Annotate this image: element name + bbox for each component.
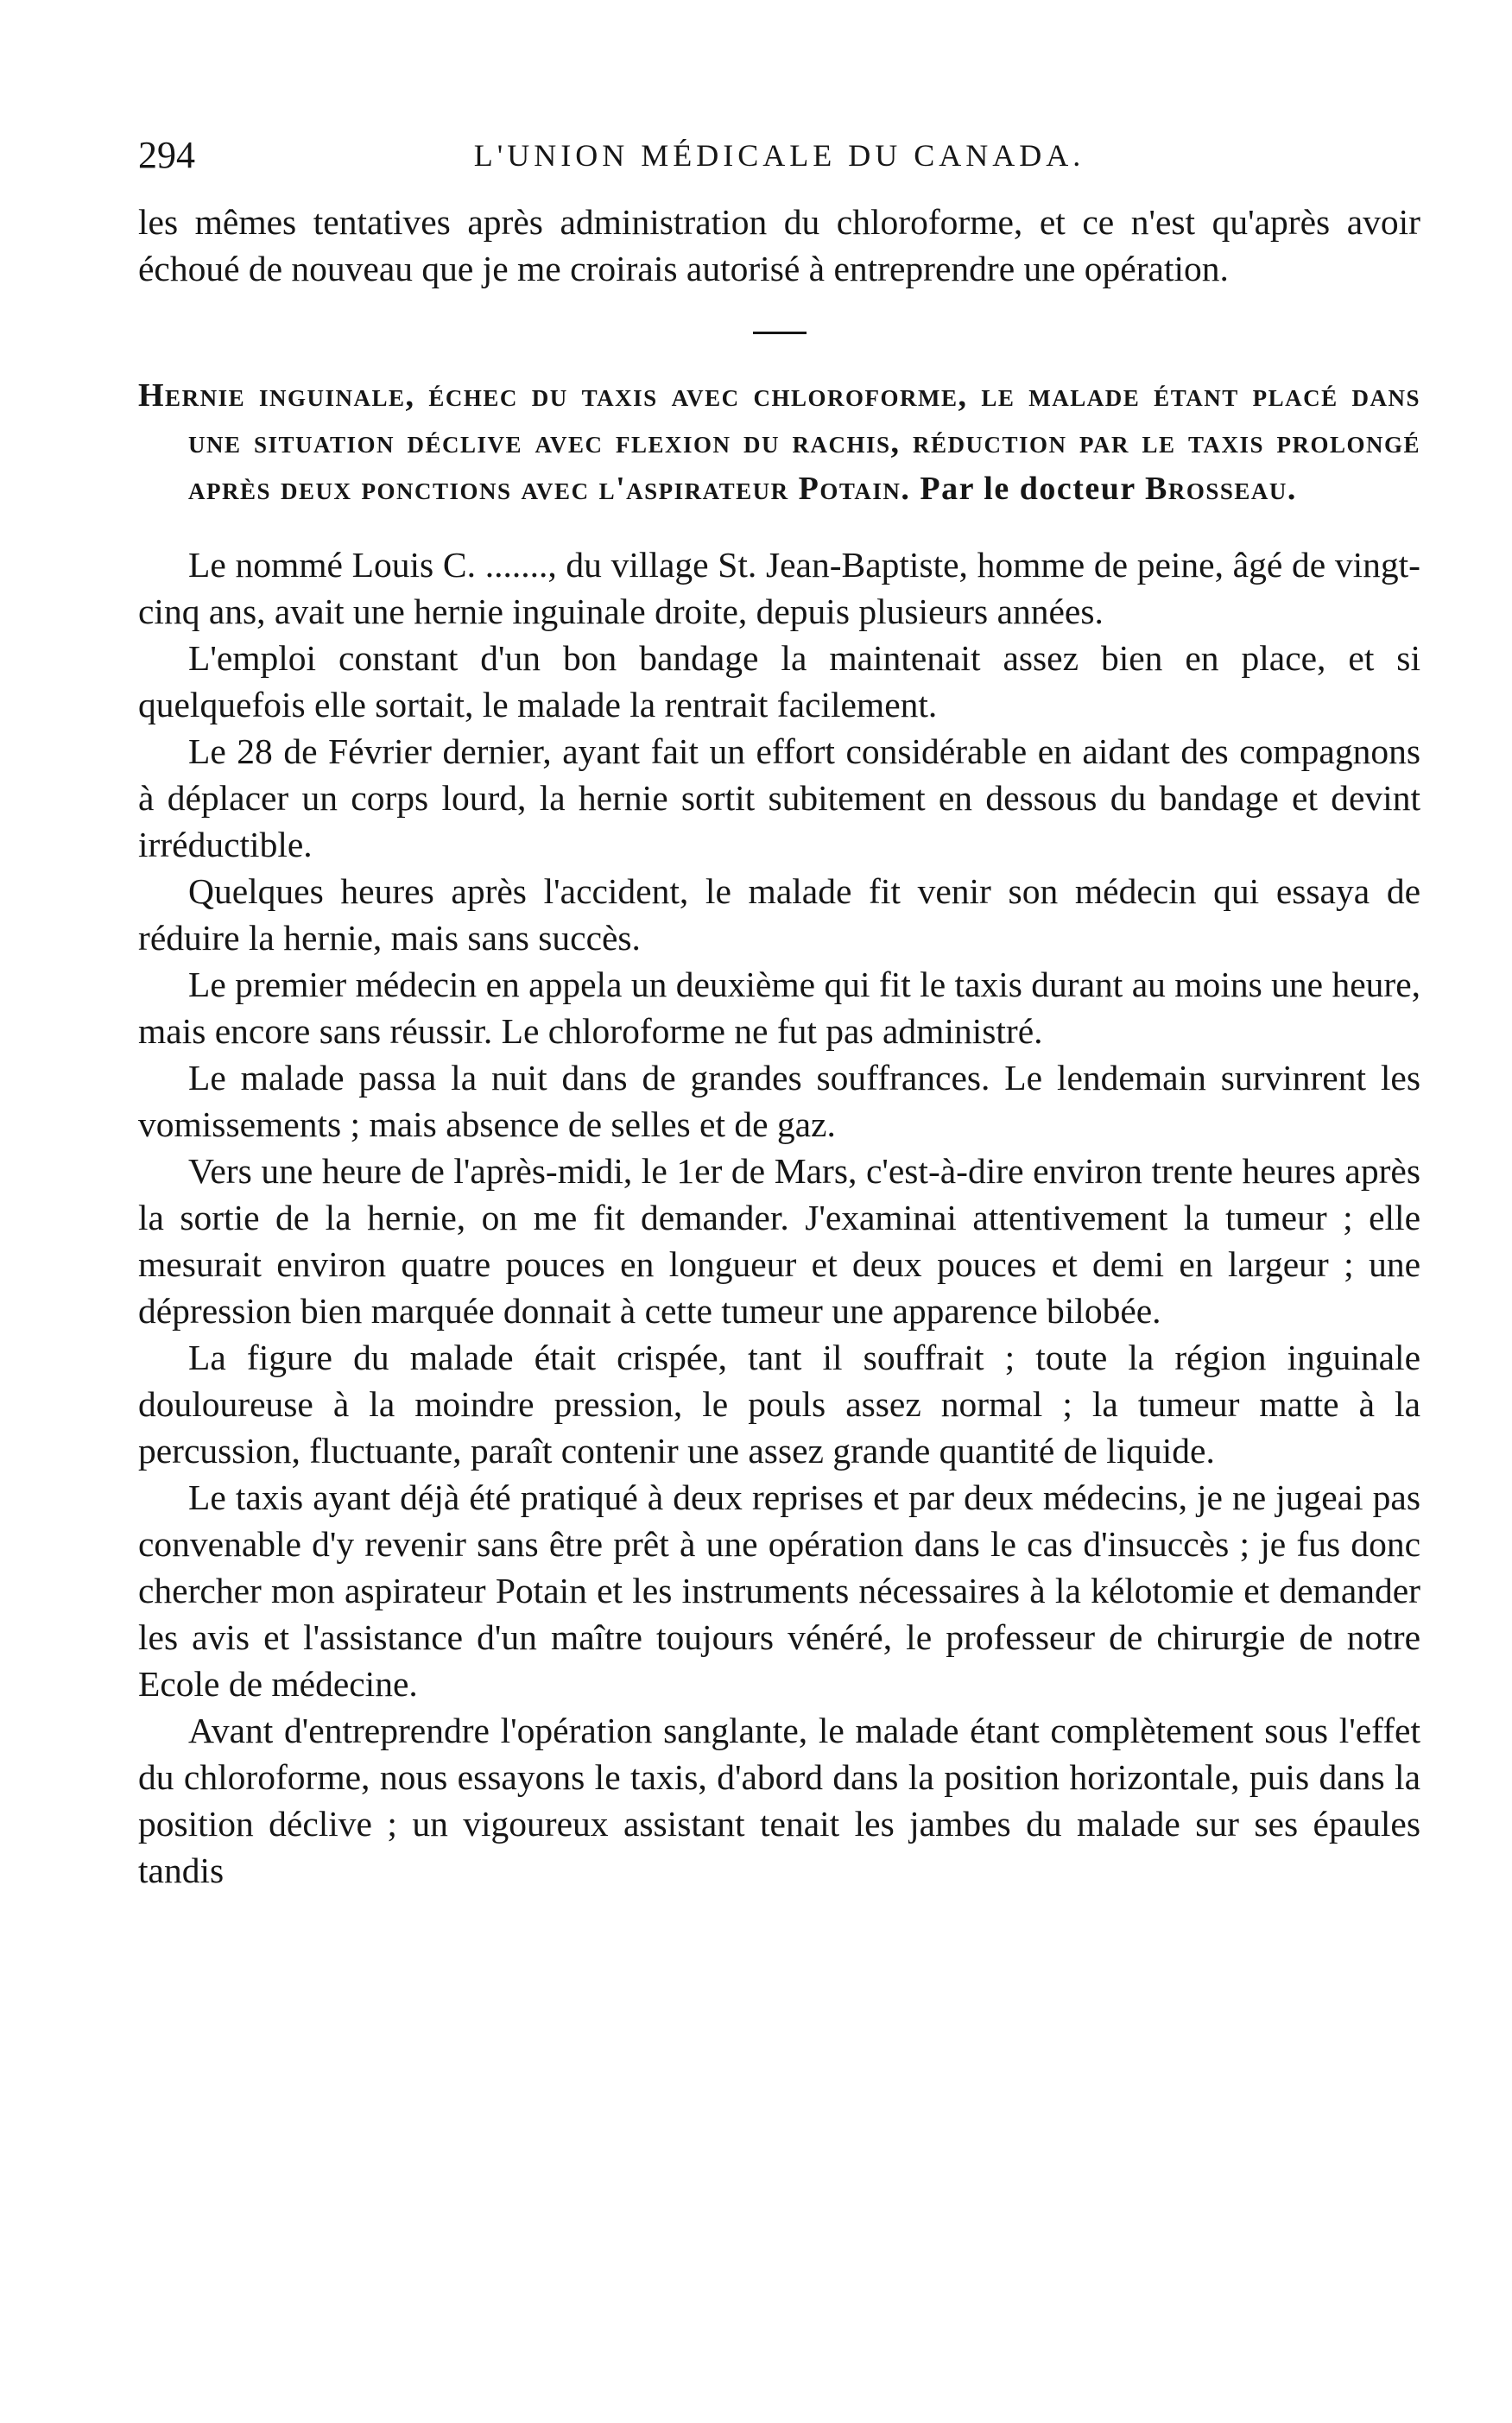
article-heading — [138, 372, 1420, 512]
paragraph: Le 28 de Février dernier, ayant fait un effort considérable en aidant des compagnons à déplacer un corps lourd, la hernie sortit subitement en dessous du bandage et devint irréductible. — [138, 731, 1420, 864]
paragraph: Le malade passa la nuit dans de grandes souffrances. Le lendemain survinrent les vomissements ; mais absence de selles et de gaz. — [138, 1058, 1420, 1144]
page-number: 294 — [138, 134, 195, 176]
paragraph: Le premier médecin en appela un deuxième qui fit le taxis durant au moins une heure, mais encore sans réussir. Le chloroforme ne fut pas administré. — [138, 965, 1420, 1051]
author-name: Brosseau. — [1145, 471, 1297, 507]
previous-article-ending: les mêmes tentatives après administration du chloroforme, et ce n'est qu'après avoir échoué de nouveau que je me croirais autorisé à entreprendre une opération. — [138, 202, 1420, 288]
paragraph: L'emploi constant d'un bon bandage la maintenait assez bien en place, et si quelquefois elle sortait, le malade la rentrait facilement. — [138, 638, 1420, 724]
document-page — [138, 130, 1420, 1894]
paragraph: Vers une heure de l'après-midi, le 1er de Mars, c'est-à-dire environ trente heures après la sortie de la hernie, on me fit demander. J'examinai attentivement la tumeur ; elle mesurait environ quatre pouces en longueur et deux pouces et demi en largeur ; une dépression bien marquée donnait à cette tumeur une apparence bilobée. — [138, 1151, 1420, 1331]
journal-title: L'UNION MÉDICALE DU CANADA. — [473, 138, 1085, 173]
running-head — [138, 130, 1420, 199]
paragraph: Quelques heures après l'accident, le malade fit venir son médecin qui essaya de réduire la hernie, mais sans succès. — [138, 871, 1420, 958]
paragraph: Avant d'entreprendre l'opération sanglante, le malade étant complètement sous l'effet du chloroforme, nous essayons le taxis, d'abord dans la position horizontale, puis dans la position déclive ; un vigoureux assistant tenait les jambes du malade sur ses épaules tandis — [138, 1711, 1420, 1890]
article-title: Hernie inguinale, échec du taxis avec chloroforme, le malade étant placé dans une situation déclive avec flexion du rachis, réduction par le taxis prolongé après deux ponctions avec l'aspirateur Potain. — [138, 377, 1420, 507]
section-separator — [753, 332, 807, 334]
byline-prefix: Par le docteur — [920, 471, 1136, 507]
paragraph: Le taxis ayant déjà été pratiqué à deux reprises et par deux médecins, je ne jugeai pas convenable d'y revenir sans être prêt à une opération dans le cas d'insuccès ; je fus donc chercher mon aspirateur Potain et les instruments nécessaires à la kélotomie et demander les avis et l'assistance d'un maître toujours vénéré, le professeur de chirurgie de notre Ecole de médecine. — [138, 1477, 1420, 1704]
paragraph: La figure du malade était crispée, tant il souffrait ; toute la région inguinale douloureuse à la moindre pression, le pouls assez normal ; la tumeur matte à la percussion, fluctuante, paraît contenir une assez grande quantité de liquide. — [138, 1338, 1420, 1471]
paragraph: Le nommé Louis C. ......., du village St. Jean-Baptiste, homme de peine, âgé de vingt-cinq ans, avait une hernie inguinale droite, depuis plusieurs années. — [138, 545, 1420, 631]
